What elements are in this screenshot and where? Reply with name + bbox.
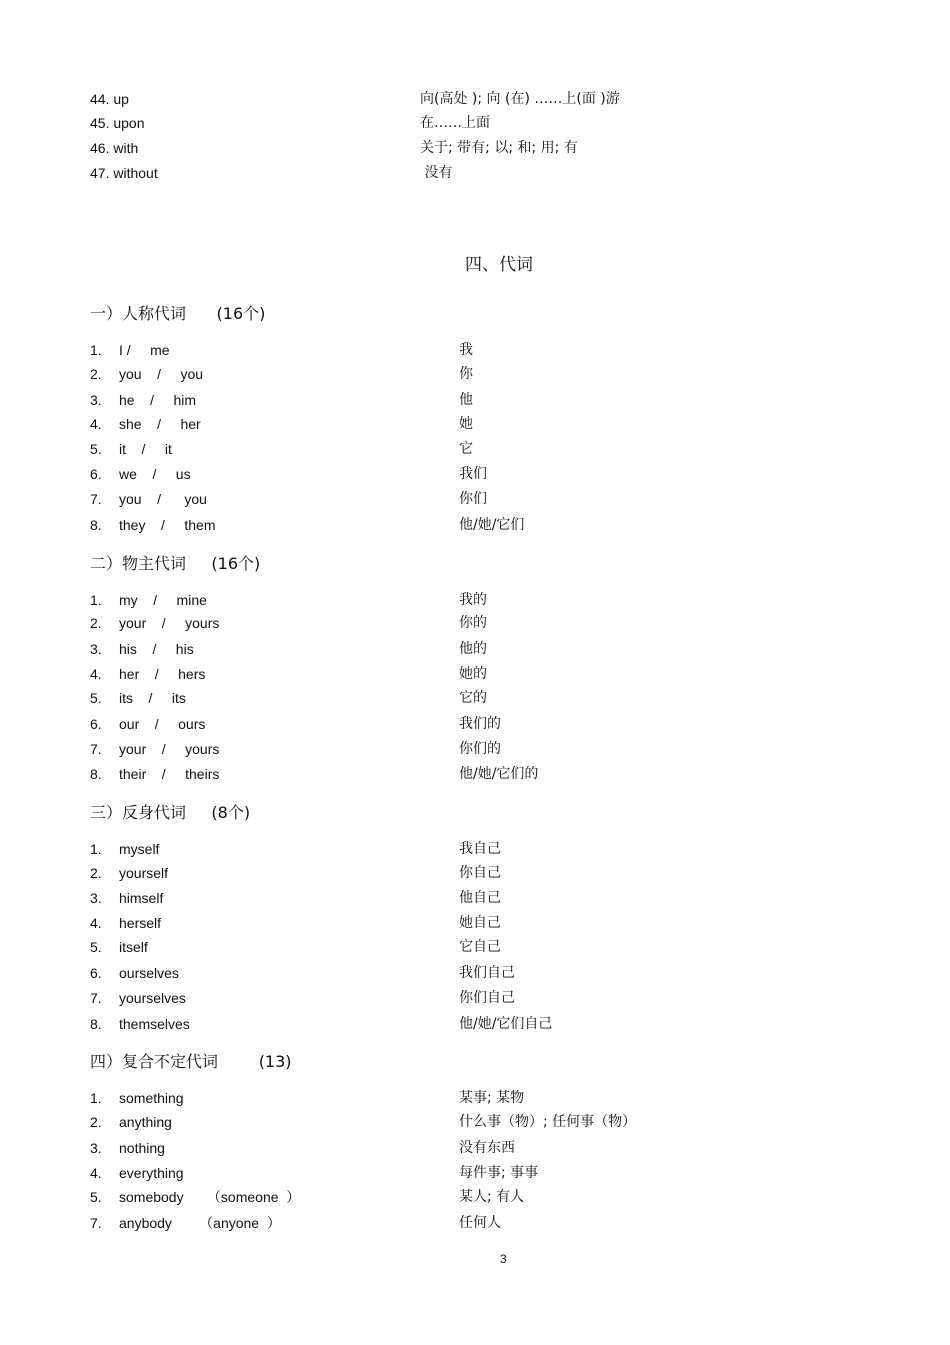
item-word: you / you [119, 366, 204, 382]
item-word: he / him [119, 392, 197, 408]
item-meaning: 我自己 [459, 841, 501, 857]
item-meaning: 她的 [459, 666, 487, 682]
item-meaning: 你们的 [459, 741, 501, 757]
item-meaning: 她自己 [459, 915, 501, 931]
item-word: themselves [119, 1016, 190, 1032]
item-word: their / theirs [119, 766, 220, 782]
item-number: 8. [90, 517, 102, 533]
item-number: 3. [90, 1140, 102, 1156]
item-meaning: 你 [459, 366, 473, 382]
item-number: 6. [90, 965, 102, 981]
item-number: 7. [90, 1215, 102, 1231]
item-meaning: 她 [459, 416, 473, 432]
item-meaning: 没有东西 [459, 1140, 515, 1156]
item-meaning: 任何人 [459, 1215, 501, 1231]
item-number: 5. [90, 939, 102, 955]
item-word: we / us [119, 466, 191, 482]
item-word: yourself [119, 865, 169, 881]
item-meaning: 他的 [459, 641, 487, 657]
item-word: it / it [119, 441, 172, 457]
item-meaning: 他 [459, 392, 473, 408]
item-meaning: 他/她/它们的 [459, 766, 539, 782]
top-item-cn: 没有 [420, 165, 453, 181]
item-number: 4. [90, 1165, 102, 1181]
item-number: 2. [90, 366, 102, 382]
item-word: yourselves [119, 990, 186, 1006]
item-word: its / its [119, 690, 186, 706]
top-item-cn: 关于; 带有; 以; 和; 用; 有 [420, 140, 578, 156]
item-number: 7. [90, 741, 102, 757]
item-word: our / ours [119, 716, 206, 732]
item-word: my / mine [119, 592, 207, 608]
section-heading: 三）反身代词 (8个) [90, 803, 251, 822]
item-number: 8. [90, 1016, 102, 1032]
section-heading: 四）复合不定代词 (13) [90, 1052, 292, 1071]
item-number: 2. [90, 1114, 102, 1130]
item-number: 1. [90, 592, 102, 608]
item-number: 7. [90, 491, 102, 507]
item-number: 4. [90, 416, 102, 432]
top-item-en: 45. upon [90, 115, 145, 131]
item-number: 4. [90, 666, 102, 682]
top-item-en: 44. up [90, 91, 129, 107]
item-meaning: 它自己 [459, 939, 501, 955]
item-meaning: 它的 [459, 690, 487, 706]
item-meaning: 他自己 [459, 890, 501, 906]
item-word: anybody （anyone ） [119, 1215, 281, 1231]
page-number: 3 [500, 1252, 507, 1266]
item-word: his / his [119, 641, 194, 657]
item-meaning: 你自己 [459, 865, 501, 881]
item-number: 8. [90, 766, 102, 782]
item-number: 5. [90, 1189, 102, 1205]
item-meaning: 我 [459, 342, 473, 358]
item-word: you / you [119, 491, 207, 507]
item-word: something [119, 1090, 184, 1106]
item-word: your / yours [119, 741, 220, 757]
top-item-cn: 向(高处 ); 向 (在) ……上(面 )游 [420, 91, 620, 107]
item-number: 6. [90, 466, 102, 482]
item-meaning: 他/她/它们 [459, 517, 525, 533]
item-meaning: 你的 [459, 615, 487, 631]
item-word: myself [119, 841, 160, 857]
item-word: they / them [119, 517, 216, 533]
item-meaning: 我们自己 [459, 965, 515, 981]
item-word: himself [119, 890, 164, 906]
item-word: she / her [119, 416, 201, 432]
item-number: 6. [90, 716, 102, 732]
item-meaning: 它 [459, 441, 473, 457]
item-number: 5. [90, 441, 102, 457]
item-word: nothing [119, 1140, 165, 1156]
top-item-cn: 在……上面 [420, 115, 490, 131]
section-heading: 二）物主代词 (16个) [90, 554, 261, 573]
item-number: 4. [90, 915, 102, 931]
item-meaning: 我们 [459, 466, 487, 482]
item-number: 1. [90, 1090, 102, 1106]
item-word: ourselves [119, 965, 179, 981]
item-word: somebody （someone ） [119, 1189, 301, 1205]
item-meaning: 你们自己 [459, 990, 515, 1006]
item-number: 1. [90, 841, 102, 857]
item-word: I / me [119, 342, 170, 358]
item-word: itself [119, 939, 148, 955]
item-number: 3. [90, 890, 102, 906]
item-word: everything [119, 1165, 184, 1181]
item-number: 2. [90, 865, 102, 881]
item-meaning: 我们的 [459, 716, 501, 732]
item-meaning: 每件事; 事事 [459, 1165, 539, 1181]
item-meaning: 你们 [459, 491, 487, 507]
top-item-en: 46. with [90, 140, 139, 156]
item-number: 2. [90, 615, 102, 631]
item-number: 3. [90, 392, 102, 408]
item-word: her / hers [119, 666, 206, 682]
item-meaning: 某事; 某物 [459, 1090, 525, 1106]
top-item-en: 47. without [90, 165, 158, 181]
item-word: herself [119, 915, 162, 931]
item-meaning: 某人; 有人 [459, 1189, 525, 1205]
section-title: 四、代词 [465, 255, 533, 275]
item-meaning: 他/她/它们自己 [459, 1016, 553, 1032]
item-word: your / yours [119, 615, 220, 631]
item-number: 3. [90, 641, 102, 657]
section-heading: 一）人称代词 (16个) [90, 304, 266, 323]
item-number: 1. [90, 342, 102, 358]
item-meaning: 什么事（物）; 任何事（物） [459, 1114, 637, 1130]
item-word: anything [119, 1114, 172, 1130]
item-meaning: 我的 [459, 592, 487, 608]
item-number: 7. [90, 990, 102, 1006]
item-number: 5. [90, 690, 102, 706]
